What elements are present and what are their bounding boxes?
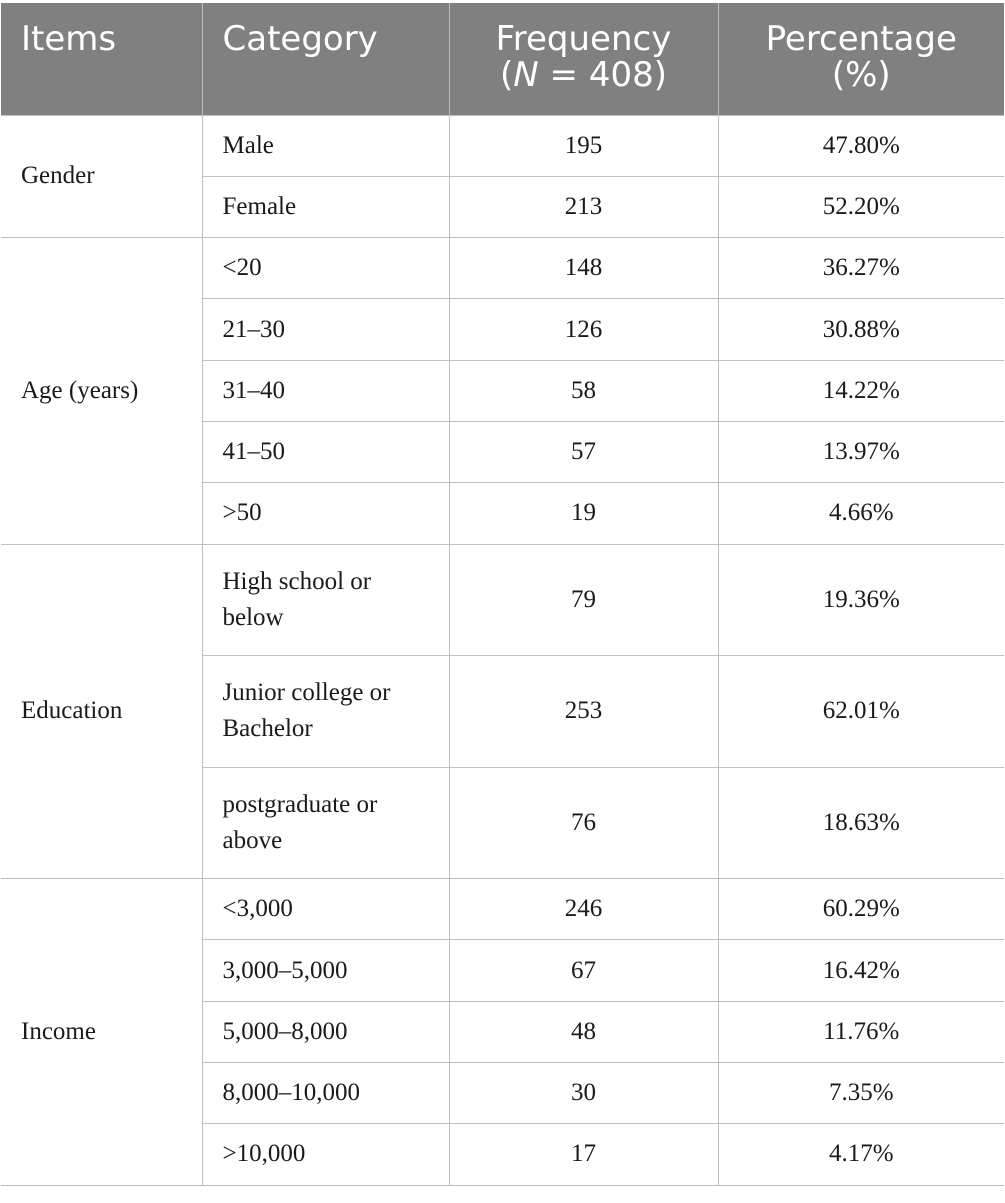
header-frequency-line2: = 408) [538,55,667,95]
group-label-education: Education [1,544,202,879]
header-percentage-line2: (%) [831,55,891,95]
category-cell: postgraduate or above [202,767,449,879]
frequency-cell: 79 [449,544,718,656]
header-items: Items [1,3,202,115]
percentage-cell: 4.66% [718,483,1004,544]
category-cell: 5,000–8,000 [202,1001,449,1062]
category-cell: 31–40 [202,360,449,421]
frequency-cell: 148 [449,238,718,299]
frequency-cell: 58 [449,360,718,421]
percentage-cell: 36.27% [718,238,1004,299]
table-row [1,238,1004,299]
category-cell: >10,000 [202,1124,449,1185]
frequency-cell: 17 [449,1124,718,1185]
category-cell: High school or below [202,544,449,656]
percentage-cell: 62.01% [718,656,1004,768]
percentage-cell: 18.63% [718,767,1004,879]
category-cell: 41–50 [202,421,449,482]
group-label-income: Income [1,879,202,1185]
category-cell: 8,000–10,000 [202,1062,449,1123]
percentage-cell: 7.35% [718,1062,1004,1123]
frequency-cell: 246 [449,879,718,940]
percentage-cell: 19.36% [718,544,1004,656]
header-frequency-line1: Frequency [495,19,672,59]
frequency-cell: 48 [449,1001,718,1062]
header-percentage [718,3,1004,115]
category-cell: 21–30 [202,299,449,360]
header-frequency-n: N [513,55,539,95]
percentage-cell: 11.76% [718,1001,1004,1062]
percentage-cell: 14.22% [718,360,1004,421]
header-percentage-line1: Percentage [765,19,957,59]
category-cell: Female [202,176,449,237]
demographics-table [1,3,1004,1186]
frequency-cell: 67 [449,940,718,1001]
header-frequency-open: ( [500,55,514,95]
table-row [1,879,1004,940]
frequency-cell: 213 [449,176,718,237]
frequency-cell: 57 [449,421,718,482]
percentage-cell: 60.29% [718,879,1004,940]
category-cell: <20 [202,238,449,299]
frequency-cell: 19 [449,483,718,544]
header-category: Category [202,3,449,115]
category-cell: <3,000 [202,879,449,940]
frequency-cell: 126 [449,299,718,360]
table-row [1,115,1004,176]
frequency-cell: 76 [449,767,718,879]
percentage-cell: 4.17% [718,1124,1004,1185]
frequency-cell: 195 [449,115,718,176]
percentage-cell: 13.97% [718,421,1004,482]
percentage-cell: 16.42% [718,940,1004,1001]
frequency-cell: 253 [449,656,718,768]
percentage-cell: 47.80% [718,115,1004,176]
group-label-age: Age (years) [1,238,202,544]
category-cell: >50 [202,483,449,544]
percentage-cell: 30.88% [718,299,1004,360]
category-cell: Male [202,115,449,176]
table-header-row [1,3,1004,115]
category-cell: 3,000–5,000 [202,940,449,1001]
table-row [1,544,1004,656]
percentage-cell: 52.20% [718,176,1004,237]
category-cell: Junior college or Bachelor [202,656,449,768]
frequency-cell: 30 [449,1062,718,1123]
header-frequency [449,3,718,115]
group-label-gender: Gender [1,115,202,238]
